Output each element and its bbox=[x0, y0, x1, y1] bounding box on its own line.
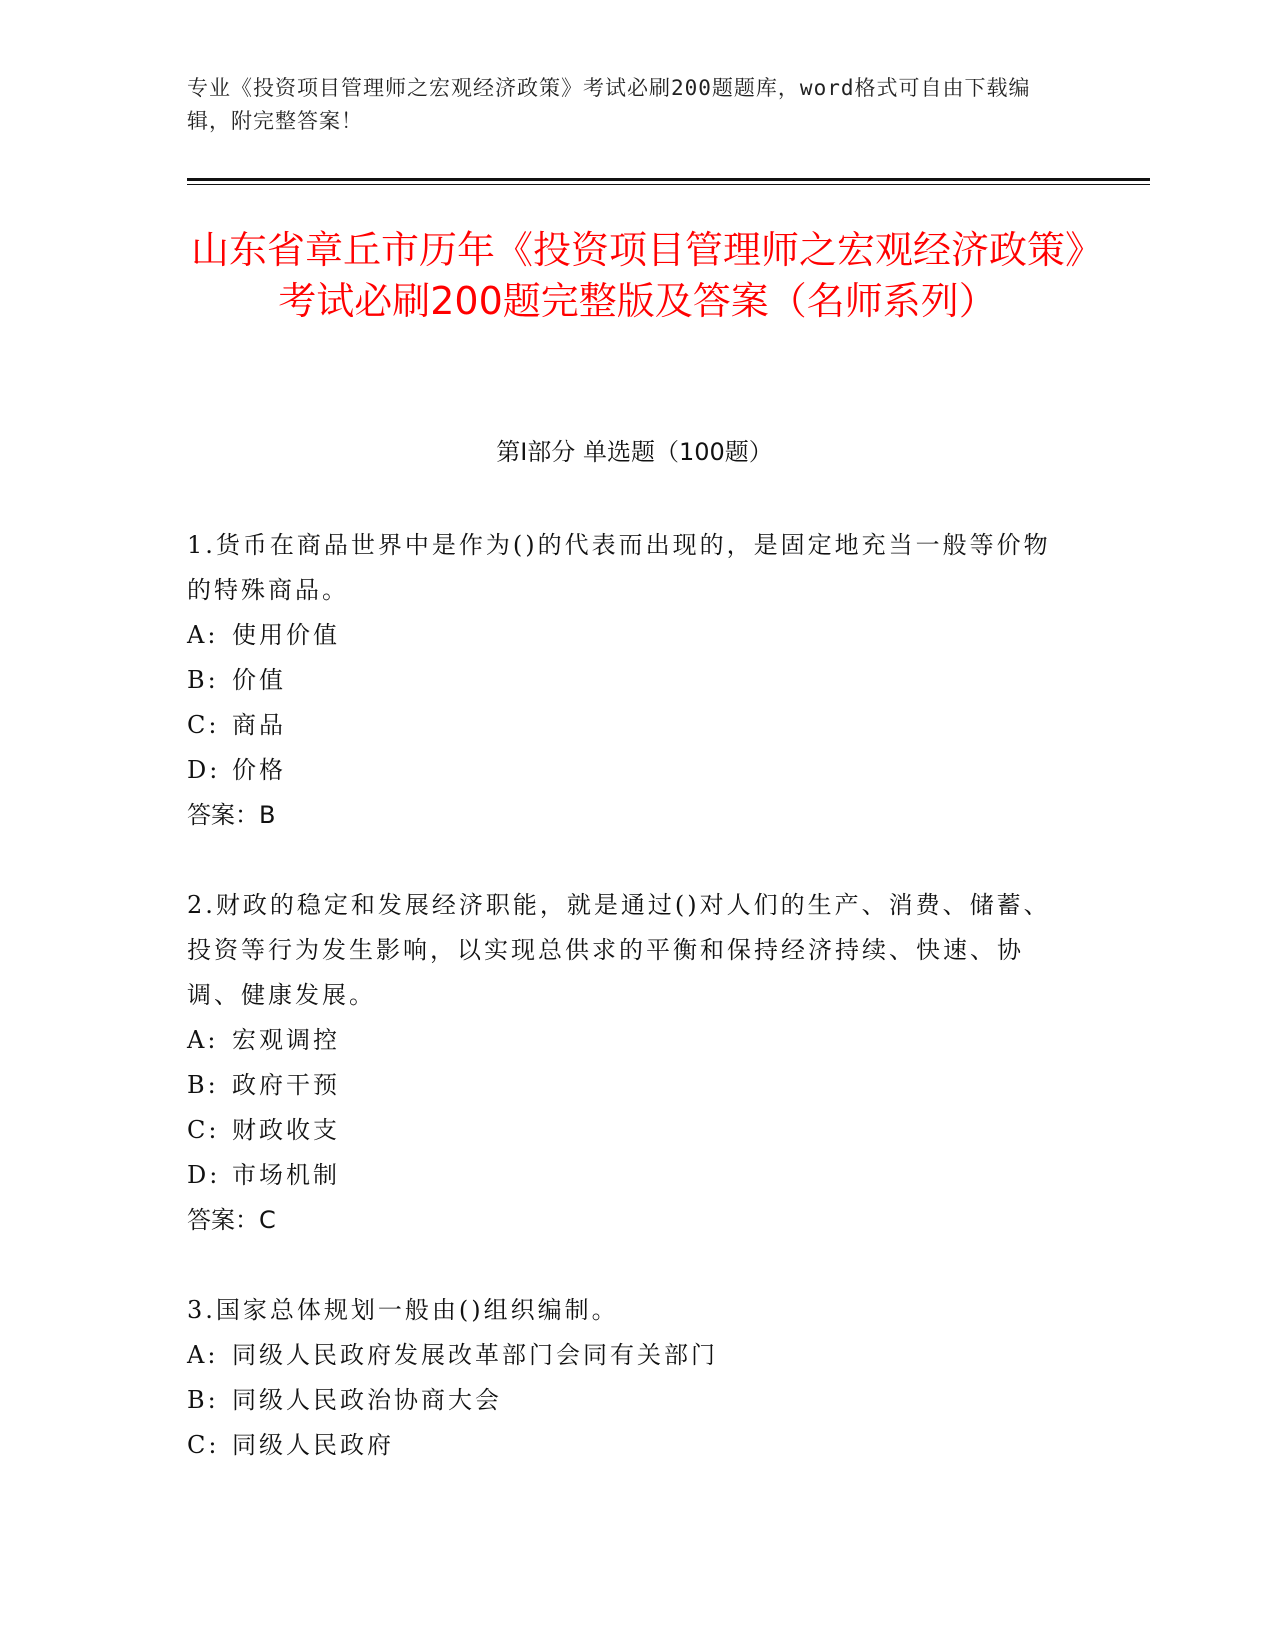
option-letter: D: bbox=[187, 1161, 221, 1189]
option-b bbox=[187, 1063, 1067, 1108]
option-letter: C: bbox=[187, 1116, 220, 1144]
document-title: 山东省章丘市历年《投资项目管理师之宏观经济政策》考试必刷200题完整版及答案（名师系列） bbox=[190, 228, 1084, 323]
question-3 bbox=[187, 1288, 1067, 1468]
section-heading: 第I部分 单选题（100题） bbox=[496, 438, 773, 466]
option-text: 使用价值 bbox=[232, 621, 340, 649]
option-text: 价值 bbox=[232, 666, 286, 694]
option-letter: C: bbox=[187, 711, 220, 739]
option-text: 商品 bbox=[232, 711, 286, 739]
question-2 bbox=[187, 883, 1067, 1243]
option-text: 政府干预 bbox=[232, 1071, 340, 1099]
option-c bbox=[187, 1108, 1067, 1153]
option-letter: B: bbox=[187, 1071, 219, 1099]
option-text: 宏观调控 bbox=[232, 1026, 340, 1054]
header-rule-thick bbox=[187, 178, 1150, 181]
option-text: 财政收支 bbox=[232, 1116, 340, 1144]
header-rule-thin bbox=[187, 184, 1150, 185]
option-letter: B: bbox=[187, 1386, 219, 1414]
option-text: 价格 bbox=[232, 756, 286, 784]
option-letter: C: bbox=[187, 1431, 220, 1459]
option-letter: A: bbox=[187, 1341, 219, 1369]
answer-line: 答案：C bbox=[187, 1206, 276, 1234]
option-b bbox=[187, 658, 1067, 703]
option-c bbox=[187, 703, 1067, 748]
option-letter: A: bbox=[187, 1026, 219, 1054]
option-a bbox=[187, 613, 1067, 658]
option-text: 同级人民政府发展改革部门会同有关部门 bbox=[232, 1341, 718, 1369]
option-d bbox=[187, 1153, 1067, 1198]
question-stem: 3.国家总体规划一般由()组织编制。 bbox=[187, 1296, 619, 1324]
question-stem: 1.货币在商品世界中是作为()的代表而出现的，是固定地充当一般等价物的特殊商品。 bbox=[187, 531, 1051, 604]
option-text: 同级人民政府 bbox=[232, 1431, 394, 1459]
question-stem: 2.财政的稳定和发展经济职能，就是通过()对人们的生产、消费、储蓄、投资等行为发生影响，以实现总供求的平衡和保持经济持续、快速、协调、健康发展。 bbox=[187, 891, 1051, 1009]
question-list bbox=[187, 523, 1067, 1513]
option-text: 市场机制 bbox=[232, 1161, 340, 1189]
option-a bbox=[187, 1333, 1067, 1378]
option-b bbox=[187, 1378, 1067, 1423]
option-letter: D: bbox=[187, 756, 221, 784]
option-text: 同级人民政治协商大会 bbox=[232, 1386, 502, 1414]
option-d bbox=[187, 748, 1067, 793]
header-note: 专业《投资项目管理师之宏观经济政策》考试必刷200题题库，word格式可自由下载编辑，附完整答案！ bbox=[187, 76, 1031, 133]
answer-line: 答案：B bbox=[187, 801, 276, 829]
option-letter: B: bbox=[187, 666, 219, 694]
question-1 bbox=[187, 523, 1067, 838]
option-letter: A: bbox=[187, 621, 219, 649]
option-c bbox=[187, 1423, 1067, 1468]
option-a bbox=[187, 1018, 1067, 1063]
